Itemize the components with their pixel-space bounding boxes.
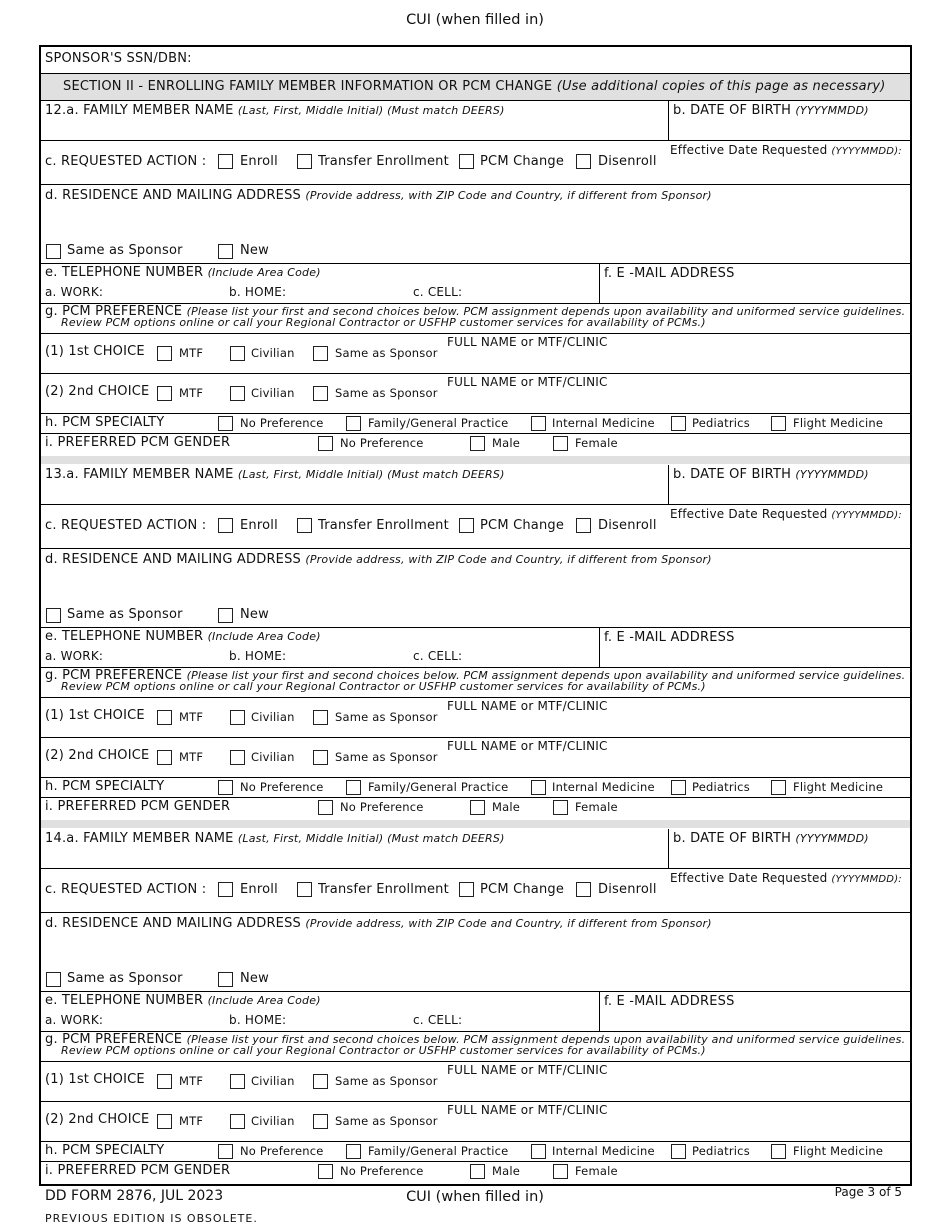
telephone-label-text: e. TELEPHONE NUMBER xyxy=(45,629,204,644)
name-row xyxy=(41,465,910,505)
disenroll-checkbox[interactable] xyxy=(576,882,591,897)
same-as-sponsor-label: Same as Sponsor xyxy=(335,710,438,724)
internal-medicine-label: Internal Medicine xyxy=(552,780,655,794)
pcm-specialty-row xyxy=(41,778,910,798)
enroll-label: Enroll xyxy=(240,882,278,897)
cui-footer: CUI (when filled in) xyxy=(406,1189,544,1205)
effective-date-note: (YYYYMMDD): xyxy=(831,146,902,157)
first-choice-label: (1) 1st CHOICE xyxy=(45,708,145,723)
pcm-preference-note: (Please list your first and second choices below. PCM assignment depends upon availability and uniformed service guidelines. xyxy=(186,1033,906,1046)
name-note: (Last, First, Middle Initial) (Must match DEERS) xyxy=(237,468,505,481)
specialty-flight-medicine-checkbox[interactable] xyxy=(771,780,786,795)
first-choice-row xyxy=(41,334,910,374)
home-phone-label: b. HOME: xyxy=(229,649,287,663)
mtf-label: MTF xyxy=(179,346,204,360)
name-label-text: FAMILY MEMBER NAME xyxy=(83,467,234,482)
specialty-family-practice-checkbox[interactable] xyxy=(346,780,361,795)
flight-medicine-label: Flight Medicine xyxy=(793,416,884,430)
disenroll-label: Disenroll xyxy=(598,154,657,169)
section-separator xyxy=(41,456,910,464)
transfer-enrollment-checkbox[interactable] xyxy=(297,154,312,169)
divider xyxy=(668,465,669,504)
pcm-gender-label: i. PREFERRED PCM GENDER xyxy=(45,1163,231,1178)
second-choice-mtf-checkbox[interactable] xyxy=(157,1114,172,1129)
name-note: (Last, First, Middle Initial) (Must match DEERS) xyxy=(237,832,505,845)
cell-phone-label: c. CELL: xyxy=(413,1013,463,1027)
transfer-enrollment-checkbox[interactable] xyxy=(297,518,312,533)
pcm-change-label: PCM Change xyxy=(480,518,565,533)
second-choice-label: (2) 2nd CHOICE xyxy=(45,1112,150,1127)
address-row xyxy=(41,549,910,628)
form-section-ii xyxy=(39,45,912,1186)
same-as-sponsor-label: Same as Sponsor xyxy=(67,243,183,258)
civilian-label: Civilian xyxy=(251,1074,295,1088)
pediatrics-label: Pediatrics xyxy=(692,416,750,430)
gender-male-checkbox[interactable] xyxy=(470,436,485,451)
work-phone-label: a. WORK: xyxy=(45,285,104,299)
same-as-sponsor-label: Same as Sponsor xyxy=(67,607,183,622)
gender-no-preference-checkbox[interactable] xyxy=(318,436,333,451)
female-label: Female xyxy=(575,436,618,450)
dob-label-text: b. DATE OF BIRTH xyxy=(673,831,792,846)
address-label xyxy=(45,188,712,203)
name-label xyxy=(45,831,505,846)
email-label: f. E -MAIL ADDRESS xyxy=(604,266,735,281)
specialty-pediatrics-checkbox[interactable] xyxy=(671,780,686,795)
pcm-preference-text: g. PCM PREFERENCE xyxy=(45,1032,183,1047)
address-label-text: d. RESIDENCE AND MAILING ADDRESS xyxy=(45,552,301,567)
specialty-pediatrics-checkbox[interactable] xyxy=(671,416,686,431)
flight-medicine-label: Flight Medicine xyxy=(793,1144,884,1158)
first-choice-same-as-sponsor-checkbox[interactable] xyxy=(313,1074,328,1089)
telephone-note: (Include Area Code) xyxy=(207,630,321,643)
pcm-change-label: PCM Change xyxy=(480,882,565,897)
cell-phone-label: c. CELL: xyxy=(413,285,463,299)
pcm-gender-row xyxy=(41,1162,910,1182)
address-note: (Provide address, with ZIP Code and Country, if different from Sponsor) xyxy=(305,917,712,930)
pcm-specialty-row xyxy=(41,1142,910,1162)
telephone-label xyxy=(45,993,321,1008)
no-preference-label: No Preference xyxy=(340,1164,424,1178)
full-name-label: FULL NAME or MTF/CLINIC xyxy=(447,739,608,753)
work-phone-label: a. WORK: xyxy=(45,649,104,663)
dob-note: (YYYYMMDD) xyxy=(795,468,869,481)
pcm-preference-note-2: Review PCM options online or call your Regional Contractor or USFHP customer services for availability of PCMs.) xyxy=(61,680,706,693)
disenroll-checkbox[interactable] xyxy=(576,518,591,533)
effective-date-label xyxy=(670,871,902,885)
first-choice-civilian-checkbox[interactable] xyxy=(230,710,245,725)
no-preference-label: No Preference xyxy=(240,416,324,430)
address-row xyxy=(41,913,910,992)
transfer-enrollment-label: Transfer Enrollment xyxy=(318,882,449,897)
email-label: f. E -MAIL ADDRESS xyxy=(604,630,735,645)
telephone-label-text: e. TELEPHONE NUMBER xyxy=(45,993,204,1008)
telephone-row xyxy=(41,992,910,1032)
same-as-sponsor-label: Same as Sponsor xyxy=(335,386,438,400)
no-preference-label: No Preference xyxy=(340,800,424,814)
mtf-label: MTF xyxy=(179,1074,204,1088)
pediatrics-label: Pediatrics xyxy=(692,1144,750,1158)
requested-action-row xyxy=(41,505,910,549)
female-label: Female xyxy=(575,1164,618,1178)
pcm-gender-label: i. PREFERRED PCM GENDER xyxy=(45,799,231,814)
pcm-gender-row xyxy=(41,434,910,454)
gender-no-preference-checkbox[interactable] xyxy=(318,800,333,815)
pcm-preference-note-2: Review PCM options online or call your Regional Contractor or USFHP customer services for availability of PCMs.) xyxy=(61,1044,706,1057)
full-name-label: FULL NAME or MTF/CLINIC xyxy=(447,1103,608,1117)
dob-label xyxy=(673,103,869,118)
flight-medicine-label: Flight Medicine xyxy=(793,780,884,794)
disenroll-label: Disenroll xyxy=(598,518,657,533)
effective-date-text: Effective Date Requested xyxy=(670,871,828,885)
gender-female-checkbox[interactable] xyxy=(553,800,568,815)
specialty-no-preference-checkbox[interactable] xyxy=(218,780,233,795)
divider xyxy=(668,101,669,140)
second-choice-row xyxy=(41,738,910,778)
full-name-label: FULL NAME or MTF/CLINIC xyxy=(447,699,608,713)
pcm-preference-note: (Please list your first and second choices below. PCM assignment depends upon availability and uniformed service guidelines. xyxy=(186,305,906,318)
pcm-specialty-label: h. PCM SPECIALTY xyxy=(45,415,165,430)
civilian-label: Civilian xyxy=(251,346,295,360)
specialty-no-preference-checkbox[interactable] xyxy=(218,416,233,431)
first-choice-mtf-checkbox[interactable] xyxy=(157,346,172,361)
dob-note: (YYYYMMDD) xyxy=(795,832,869,845)
effective-date-label xyxy=(670,507,902,521)
family-practice-label: Family/General Practice xyxy=(368,1144,509,1158)
second-choice-same-as-sponsor-checkbox[interactable] xyxy=(313,386,328,401)
specialty-pediatrics-checkbox[interactable] xyxy=(671,1144,686,1159)
enroll-checkbox[interactable] xyxy=(218,518,233,533)
family-practice-label: Family/General Practice xyxy=(368,780,509,794)
name-label-text: FAMILY MEMBER NAME xyxy=(83,831,234,846)
work-phone-label: a. WORK: xyxy=(45,1013,104,1027)
second-choice-label: (2) 2nd CHOICE xyxy=(45,748,150,763)
dob-label-text: b. DATE OF BIRTH xyxy=(673,103,792,118)
sponsor-ssn-row xyxy=(41,47,910,74)
specialty-family-practice-checkbox[interactable] xyxy=(346,1144,361,1159)
male-label: Male xyxy=(492,1164,521,1178)
address-label-text: d. RESIDENCE AND MAILING ADDRESS xyxy=(45,916,301,931)
mtf-label: MTF xyxy=(179,1114,204,1128)
mtf-label: MTF xyxy=(179,710,204,724)
male-label: Male xyxy=(492,800,521,814)
email-label: f. E -MAIL ADDRESS xyxy=(604,994,735,1009)
page-number: Page 3 of 5 xyxy=(834,1185,902,1199)
first-choice-mtf-checkbox[interactable] xyxy=(157,710,172,725)
requested-action-row xyxy=(41,869,910,913)
new-address-checkbox[interactable] xyxy=(218,972,233,987)
enroll-label: Enroll xyxy=(240,154,278,169)
gender-female-checkbox[interactable] xyxy=(553,1164,568,1179)
transfer-enrollment-label: Transfer Enrollment xyxy=(318,518,449,533)
member-number: 14.a. xyxy=(45,831,79,846)
telephone-note: (Include Area Code) xyxy=(207,994,321,1007)
new-address-checkbox[interactable] xyxy=(218,244,233,259)
same-as-sponsor-checkbox[interactable] xyxy=(46,608,61,623)
sponsor-ssn-label: SPONSOR'S SSN/DBN: xyxy=(45,51,192,66)
pcm-change-checkbox[interactable] xyxy=(459,154,474,169)
divider xyxy=(668,829,669,868)
first-choice-same-as-sponsor-checkbox[interactable] xyxy=(313,346,328,361)
new-address-label: New xyxy=(240,971,269,986)
pcm-preference-note-2: Review PCM options online or call your Regional Contractor or USFHP customer services for availability of PCMs.) xyxy=(61,316,706,329)
same-as-sponsor-checkbox[interactable] xyxy=(46,244,61,259)
name-label xyxy=(45,103,505,118)
family-practice-label: Family/General Practice xyxy=(368,416,509,430)
second-choice-row xyxy=(41,1102,910,1142)
second-choice-same-as-sponsor-checkbox[interactable] xyxy=(313,750,328,765)
pcm-gender-label: i. PREFERRED PCM GENDER xyxy=(45,435,231,450)
pcm-change-checkbox[interactable] xyxy=(459,882,474,897)
enroll-label: Enroll xyxy=(240,518,278,533)
transfer-enrollment-label: Transfer Enrollment xyxy=(318,154,449,169)
first-choice-label: (1) 1st CHOICE xyxy=(45,344,145,359)
gender-male-checkbox[interactable] xyxy=(470,1164,485,1179)
same-as-sponsor-label: Same as Sponsor xyxy=(335,346,438,360)
first-choice-row xyxy=(41,698,910,738)
dob-label xyxy=(673,467,869,482)
civilian-label: Civilian xyxy=(251,710,295,724)
specialty-internal-medicine-checkbox[interactable] xyxy=(531,1144,546,1159)
section-header xyxy=(41,74,910,101)
enroll-checkbox[interactable] xyxy=(218,154,233,169)
civilian-label: Civilian xyxy=(251,750,295,764)
home-phone-label: b. HOME: xyxy=(229,1013,287,1027)
telephone-label xyxy=(45,265,321,280)
first-choice-row xyxy=(41,1062,910,1102)
first-choice-same-as-sponsor-checkbox[interactable] xyxy=(313,710,328,725)
pcm-specialty-row xyxy=(41,414,910,434)
pcm-specialty-label: h. PCM SPECIALTY xyxy=(45,1143,165,1158)
full-name-label: FULL NAME or MTF/CLINIC xyxy=(447,1063,608,1077)
telephone-row xyxy=(41,628,910,668)
member-number: 13.a. xyxy=(45,467,79,482)
section-separator xyxy=(41,820,910,828)
specialty-family-practice-checkbox[interactable] xyxy=(346,416,361,431)
first-choice-civilian-checkbox[interactable] xyxy=(230,1074,245,1089)
first-choice-label: (1) 1st CHOICE xyxy=(45,1072,145,1087)
name-label xyxy=(45,467,505,482)
second-choice-mtf-checkbox[interactable] xyxy=(157,386,172,401)
gender-female-checkbox[interactable] xyxy=(553,436,568,451)
second-choice-civilian-checkbox[interactable] xyxy=(230,1114,245,1129)
telephone-label-text: e. TELEPHONE NUMBER xyxy=(45,265,204,280)
civilian-label: Civilian xyxy=(251,386,295,400)
address-label xyxy=(45,916,712,931)
effective-date-note: (YYYYMMDD): xyxy=(831,510,902,521)
obsolete-note: PREVIOUS EDITION IS OBSOLETE. xyxy=(45,1212,258,1225)
section-title-text: SECTION II - ENROLLING FAMILY MEMBER INFORMATION OR PCM CHANGE xyxy=(63,79,553,94)
female-label: Female xyxy=(575,800,618,814)
full-name-label: FULL NAME or MTF/CLINIC xyxy=(447,335,608,349)
pcm-preference-row xyxy=(41,668,910,698)
same-as-sponsor-checkbox[interactable] xyxy=(46,972,61,987)
second-choice-civilian-checkbox[interactable] xyxy=(230,750,245,765)
requested-action-row xyxy=(41,141,910,185)
pcm-preference-row xyxy=(41,1032,910,1062)
section-title-note: (Use additional copies of this page as necessary) xyxy=(556,79,886,94)
telephone-row xyxy=(41,264,910,304)
enroll-checkbox[interactable] xyxy=(218,882,233,897)
internal-medicine-label: Internal Medicine xyxy=(552,1144,655,1158)
no-preference-label: No Preference xyxy=(240,780,324,794)
gender-no-preference-checkbox[interactable] xyxy=(318,1164,333,1179)
member-number: 12.a. xyxy=(45,103,79,118)
specialty-internal-medicine-checkbox[interactable] xyxy=(531,780,546,795)
name-label-text: FAMILY MEMBER NAME xyxy=(83,103,234,118)
dob-label xyxy=(673,831,869,846)
effective-date-text: Effective Date Requested xyxy=(670,143,828,157)
no-preference-label: No Preference xyxy=(240,1144,324,1158)
home-phone-label: b. HOME: xyxy=(229,285,287,299)
dob-label-text: b. DATE OF BIRTH xyxy=(673,467,792,482)
civilian-label: Civilian xyxy=(251,1114,295,1128)
effective-date-text: Effective Date Requested xyxy=(670,507,828,521)
address-note: (Provide address, with ZIP Code and Country, if different from Sponsor) xyxy=(305,553,712,566)
divider xyxy=(599,628,600,667)
name-row xyxy=(41,101,910,141)
specialty-flight-medicine-checkbox[interactable] xyxy=(771,416,786,431)
first-choice-mtf-checkbox[interactable] xyxy=(157,1074,172,1089)
form-id: DD FORM 2876, JUL 2023 xyxy=(45,1188,224,1204)
new-address-label: New xyxy=(240,243,269,258)
pcm-change-checkbox[interactable] xyxy=(459,518,474,533)
address-label-text: d. RESIDENCE AND MAILING ADDRESS xyxy=(45,188,301,203)
disenroll-checkbox[interactable] xyxy=(576,154,591,169)
specialty-internal-medicine-checkbox[interactable] xyxy=(531,416,546,431)
pediatrics-label: Pediatrics xyxy=(692,780,750,794)
name-row xyxy=(41,829,910,869)
name-note: (Last, First, Middle Initial) (Must match DEERS) xyxy=(237,104,505,117)
mtf-label: MTF xyxy=(179,750,204,764)
address-label xyxy=(45,552,712,567)
second-choice-row xyxy=(41,374,910,414)
internal-medicine-label: Internal Medicine xyxy=(552,416,655,430)
second-choice-civilian-checkbox[interactable] xyxy=(230,386,245,401)
same-as-sponsor-label: Same as Sponsor xyxy=(335,1114,438,1128)
specialty-no-preference-checkbox[interactable] xyxy=(218,1144,233,1159)
cui-header: CUI (when filled in) xyxy=(406,12,544,28)
pcm-change-label: PCM Change xyxy=(480,154,565,169)
pcm-preference-text: g. PCM PREFERENCE xyxy=(45,304,183,319)
pcm-preference-row xyxy=(41,304,910,334)
telephone-note: (Include Area Code) xyxy=(207,266,321,279)
divider xyxy=(599,264,600,303)
dob-note: (YYYYMMDD) xyxy=(795,104,869,117)
new-address-label: New xyxy=(240,607,269,622)
specialty-flight-medicine-checkbox[interactable] xyxy=(771,1144,786,1159)
second-choice-mtf-checkbox[interactable] xyxy=(157,750,172,765)
first-choice-civilian-checkbox[interactable] xyxy=(230,346,245,361)
gender-male-checkbox[interactable] xyxy=(470,800,485,815)
section-title xyxy=(63,79,886,94)
same-as-sponsor-label: Same as Sponsor xyxy=(335,750,438,764)
pcm-preference-note: (Please list your first and second choices below. PCM assignment depends upon availability and uniformed service guidelines. xyxy=(186,669,906,682)
pcm-specialty-label: h. PCM SPECIALTY xyxy=(45,779,165,794)
pcm-gender-row xyxy=(41,798,910,818)
second-choice-label: (2) 2nd CHOICE xyxy=(45,384,150,399)
effective-date-note: (YYYYMMDD): xyxy=(831,874,902,885)
requested-action-label: c. REQUESTED ACTION : xyxy=(45,518,207,533)
transfer-enrollment-checkbox[interactable] xyxy=(297,882,312,897)
no-preference-label: No Preference xyxy=(340,436,424,450)
disenroll-label: Disenroll xyxy=(598,882,657,897)
address-row xyxy=(41,185,910,264)
address-note: (Provide address, with ZIP Code and Country, if different from Sponsor) xyxy=(305,189,712,202)
requested-action-label: c. REQUESTED ACTION : xyxy=(45,154,207,169)
second-choice-same-as-sponsor-checkbox[interactable] xyxy=(313,1114,328,1129)
new-address-checkbox[interactable] xyxy=(218,608,233,623)
effective-date-label xyxy=(670,143,902,157)
same-as-sponsor-label: Same as Sponsor xyxy=(335,1074,438,1088)
requested-action-label: c. REQUESTED ACTION : xyxy=(45,882,207,897)
telephone-label xyxy=(45,629,321,644)
cell-phone-label: c. CELL: xyxy=(413,649,463,663)
divider xyxy=(599,992,600,1031)
male-label: Male xyxy=(492,436,521,450)
full-name-label: FULL NAME or MTF/CLINIC xyxy=(447,375,608,389)
pcm-preference-text: g. PCM PREFERENCE xyxy=(45,668,183,683)
mtf-label: MTF xyxy=(179,386,204,400)
same-as-sponsor-label: Same as Sponsor xyxy=(67,971,183,986)
